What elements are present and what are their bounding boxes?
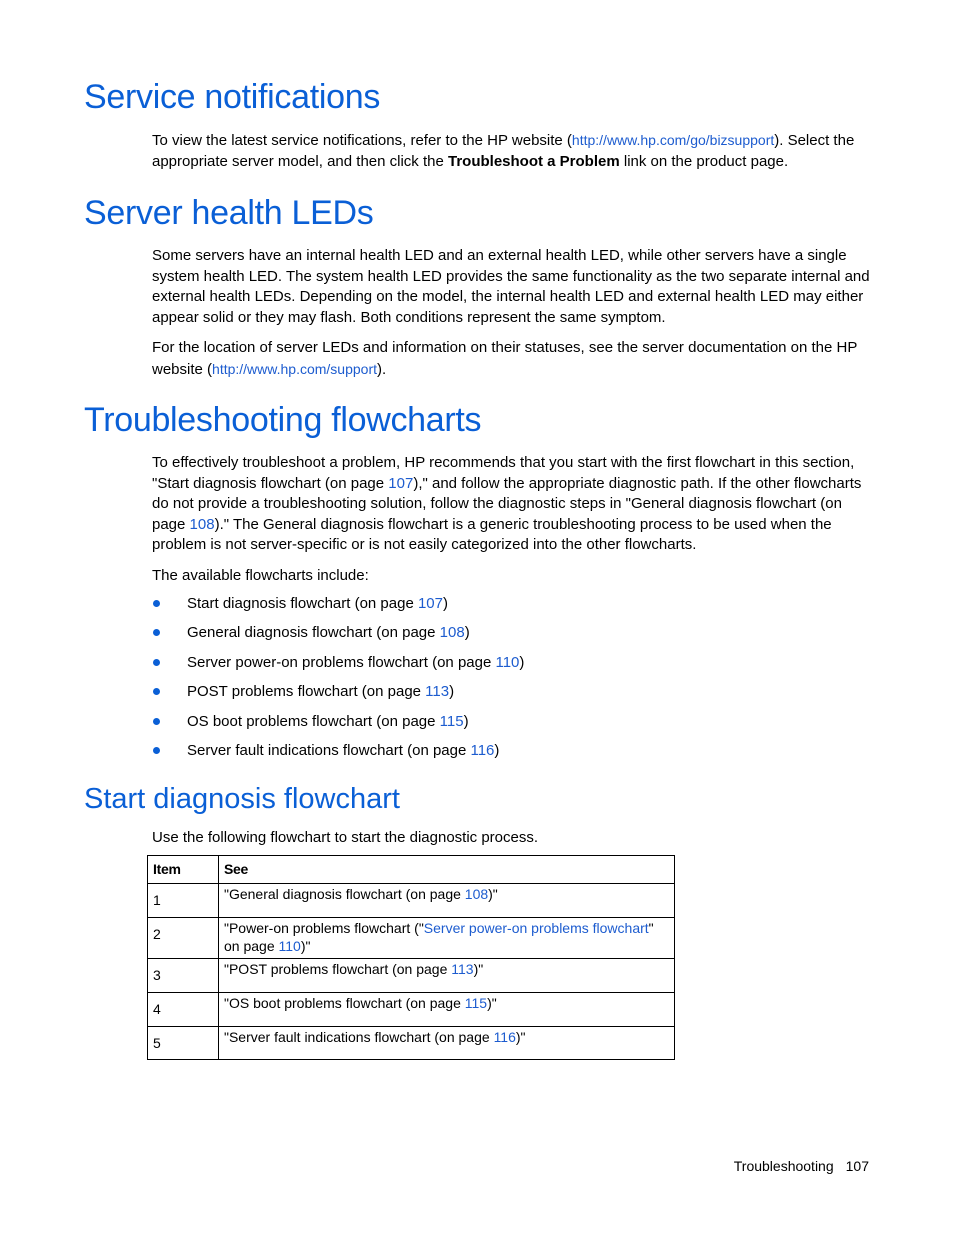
flowchart-reference-table: [147, 855, 675, 1060]
footer-page-number: 107: [845, 1158, 869, 1174]
text: )": [473, 961, 484, 977]
bold-text: Troubleshoot a Problem: [448, 152, 620, 170]
page-link[interactable]: 108: [464, 886, 489, 902]
text: General diagnosis flowchart (on page: [187, 624, 440, 642]
text: "Server fault indications flowchart (on page: [224, 1029, 494, 1045]
text: )": [487, 995, 497, 1011]
text: ): [519, 653, 525, 671]
column-header-see: See: [219, 856, 675, 884]
page-link[interactable]: 115: [464, 995, 488, 1011]
available-flowcharts-label: The available flowcharts include:: [152, 567, 369, 584]
page-link[interactable]: 108: [439, 624, 465, 642]
heading-server-health-leds: Server health LEDs: [84, 194, 374, 232]
table-row: [148, 993, 675, 1027]
text: "General diagnosis flowchart (on page: [224, 886, 465, 902]
leds-paragraph-2: [152, 338, 874, 380]
text: "POST problems flowchart (on page: [224, 961, 452, 977]
item-cell: 3: [148, 959, 219, 993]
service-notifications-paragraph: [152, 130, 874, 172]
table-row: [148, 959, 675, 993]
flowcharts-intro: [152, 453, 874, 556]
text: " on page: [224, 920, 654, 954]
bullet-icon: [153, 659, 160, 666]
page-footer: [734, 1158, 869, 1174]
table-row: [148, 884, 675, 918]
text: link on the product page.: [619, 152, 789, 170]
text: ): [449, 683, 455, 701]
text: )": [300, 938, 311, 954]
text: ): [494, 741, 500, 759]
column-header-item: Item: [148, 856, 219, 884]
heading-start-diagnosis-flowchart: Start diagnosis flowchart: [84, 783, 400, 815]
item-cell: 2: [148, 918, 219, 959]
footer-section-name: Troubleshooting: [733, 1158, 834, 1174]
see-cell: [219, 918, 675, 959]
text: For the location of server LEDs and information on their statuses, see the server documentation on the HP website (: [152, 339, 858, 378]
leds-paragraph-1: Some servers have an internal health LED and an external health LED, while other servers have a single system health LED. The system health LED provides the same functionality as the two separate internal and external health LEDs. Depending on the model, the internal health LED and external health LED may either appear solid or they may flash. Both conditions represent the same symptom.: [152, 247, 870, 326]
text: To view the latest service notifications, refer to the HP website (: [152, 132, 572, 149]
start-diagnosis-intro: Use the following flowchart to start the diagnostic process.: [152, 829, 539, 846]
table-row: [148, 918, 675, 959]
page-link[interactable]: 116: [470, 741, 495, 759]
list-item: [152, 594, 752, 623]
bullet-icon: [153, 718, 160, 725]
bullet-icon: [153, 747, 160, 754]
item-cell: 1: [148, 884, 219, 918]
text: )," and follow the appropriate diagnostic path. If the other flowcharts do not provide a troubleshooting solution, follow the diagnostic steps in "General diagnosis flowchart (on page: [152, 474, 862, 533]
text: Server fault indications flowchart (on page: [187, 741, 471, 759]
flowchart-list: [152, 594, 752, 770]
list-item: [152, 682, 752, 711]
item-cell: 4: [148, 993, 219, 1027]
text: Server power-on problems flowchart (on page: [187, 653, 496, 671]
support-link[interactable]: http://www.hp.com/support: [212, 360, 377, 377]
item-cell: 5: [148, 1027, 219, 1060]
text: ).: [377, 360, 387, 378]
text: "Power-on problems flowchart (": [224, 920, 424, 936]
bullet-icon: [153, 629, 160, 636]
bullet-icon: [153, 688, 160, 695]
page-link[interactable]: 108: [189, 515, 215, 533]
page-link[interactable]: 116: [493, 1029, 516, 1045]
bizsupport-link[interactable]: http://www.hp.com/go/bizsupport: [571, 132, 775, 148]
text: To effectively troubleshoot a problem, HP recommends that you start with the first flowchart in this section, "Start diagnosis flowchart (on page: [152, 454, 855, 492]
page-link[interactable]: 110: [278, 938, 301, 954]
flowchart-link[interactable]: Server power-on problems flowchart: [423, 920, 649, 936]
bullet-icon: [153, 600, 160, 607]
text: )": [488, 886, 498, 902]
text: )." The General diagnosis flowchart is a generic troubleshooting process to be used when the problem is not server-specific or is not easily categorized into the other flowcharts.: [152, 515, 832, 553]
text: Start diagnosis flowchart (on page: [187, 595, 418, 612]
table-row: [148, 1027, 675, 1060]
table-header-row: [148, 856, 675, 884]
page-link[interactable]: 115: [439, 712, 464, 730]
page-link[interactable]: 110: [495, 653, 520, 671]
text: ): [443, 595, 448, 612]
text: POST problems flowchart (on page: [187, 683, 426, 701]
page-link[interactable]: 107: [417, 595, 443, 612]
list-item: [152, 623, 752, 652]
list-item: [152, 712, 752, 741]
text: ): [464, 624, 470, 642]
text: OS boot problems flowchart (on page: [187, 712, 440, 730]
see-cell: [219, 1027, 675, 1060]
text: )": [515, 1029, 526, 1045]
page-link[interactable]: 113: [451, 961, 474, 977]
see-cell: [219, 884, 675, 918]
list-item: [152, 741, 752, 770]
text: "OS boot problems flowchart (on page: [224, 995, 465, 1011]
heading-troubleshooting-flowcharts: Troubleshooting flowcharts: [84, 401, 482, 439]
page-link[interactable]: 107: [388, 474, 414, 492]
page-link[interactable]: 113: [425, 683, 450, 701]
see-cell: [219, 993, 675, 1027]
see-cell: [219, 959, 675, 993]
list-item: [152, 653, 752, 682]
text: ): [463, 712, 469, 730]
text: ). Select the appropriate server model, and then click the: [152, 132, 855, 170]
heading-service-notifications: Service notifications: [84, 78, 381, 116]
